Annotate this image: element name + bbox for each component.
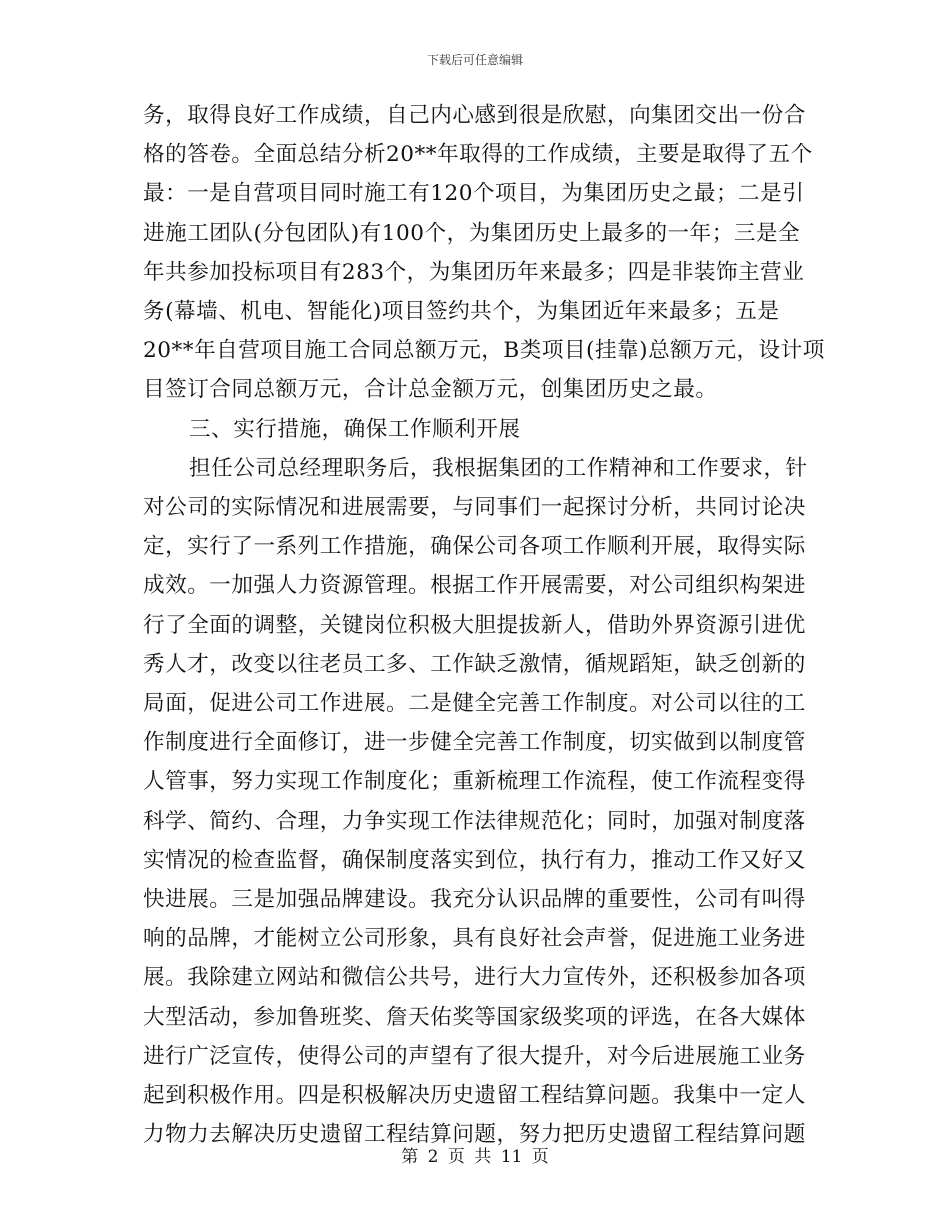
body-line-18: 人管事，努力实现工作制度化；重新梳理工作流程，使工作流程变得 bbox=[143, 769, 806, 795]
body-line-2: 格的答卷。全面总结分析20**年取得的工作成绩，主要是取得了五个 bbox=[143, 142, 813, 168]
page-header: 下载后可任意编辑 bbox=[426, 53, 523, 67]
section-heading: 三、实行措施，确保工作顺利开展 bbox=[189, 416, 521, 442]
body-line-5: 年共参加投标项目有283个，为集团历年来最多；四是非装饰主营业 bbox=[143, 259, 805, 285]
body-line-24: 大型活动，参加鲁班奖、詹天佑奖等国家级奖项的评选，在各大媒体 bbox=[143, 1004, 806, 1030]
body-line-13: 成效。一加强人力资源管理。根据工作开展需要，对公司组织构架进 bbox=[143, 573, 806, 599]
body-line-8: 目签订合同总额万元，合计总金额万元，创集团历史之最。 bbox=[143, 377, 718, 403]
body-line-4: 进施工团队(分包团队)有100个，为集团历史上最多的一年；三是全 bbox=[143, 220, 801, 246]
body-line-17: 作制度进行全面修订，进一步健全完善工作制度，切实做到以制度管 bbox=[143, 730, 806, 756]
body-line-10: 担任公司总经理职务后，我根据集团的工作精神和工作要求，针 bbox=[189, 455, 808, 481]
body-line-26: 起到积极作用。四是积极解决历史遗留工程结算问题。我集中一定人 bbox=[143, 1083, 806, 1109]
body-line-27: 力物力去解决历史遗留工程结算问题，努力把历史遗留工程结算问题 bbox=[143, 1122, 806, 1148]
page-number-footer: 第 2 页 共 11 页 bbox=[401, 1147, 549, 1167]
body-line-11: 对公司的实际情况和进展需要，与同事们一起探讨分析，共同讨论决 bbox=[143, 495, 806, 521]
body-line-25: 进行广泛宣传，使得公司的声望有了很大提升，对今后进展施工业务 bbox=[143, 1043, 806, 1069]
body-line-6: 务(幕墙、机电、智能化)项目签约共个，为集团近年来最多；五是 bbox=[143, 299, 780, 325]
body-line-15: 秀人才，改变以往老员工多、工作缺乏激情，循规蹈矩，缺乏创新的 bbox=[143, 651, 806, 677]
body-line-23: 展。我除建立网站和微信公共号，进行大力宣传外，还积极参加各项 bbox=[143, 965, 806, 991]
body-line-7: 20**年自营项目施工合同总额万元，B类项目(挂靠)总额万元，设计项 bbox=[143, 338, 825, 364]
body-line-21: 快进展。三是加强品牌建设。我充分认识品牌的重要性，公司有叫得 bbox=[143, 887, 806, 913]
body-line-12: 定，实行了一系列工作措施，确保公司各项工作顺利开展，取得实际 bbox=[143, 534, 806, 560]
document-body bbox=[143, 96, 825, 1154]
body-line-20: 实情况的检查监督，确保制度落实到位，执行有力，推动工作又好又 bbox=[143, 847, 806, 873]
body-line-1: 务，取得良好工作成绩，自己内心感到很是欣慰，向集团交出一份合 bbox=[143, 103, 806, 128]
body-line-3: 最：一是自营项目同时施工有120个项目，为集团历史之最；二是引 bbox=[143, 181, 805, 207]
body-line-19: 科学、简约、合理，力争实现工作法律规范化；同时，加强对制度落 bbox=[143, 808, 806, 834]
body-line-22: 响的品牌，才能树立公司形象，具有良好社会声誉，促进施工业务进 bbox=[143, 926, 806, 952]
body-line-16: 局面，促进公司工作进展。二是健全完善工作制度。对公司以往的工 bbox=[143, 691, 806, 717]
body-line-14: 行了全面的调整，关键岗位积极大胆提拔新人，借助外界资源引进优 bbox=[143, 612, 806, 638]
